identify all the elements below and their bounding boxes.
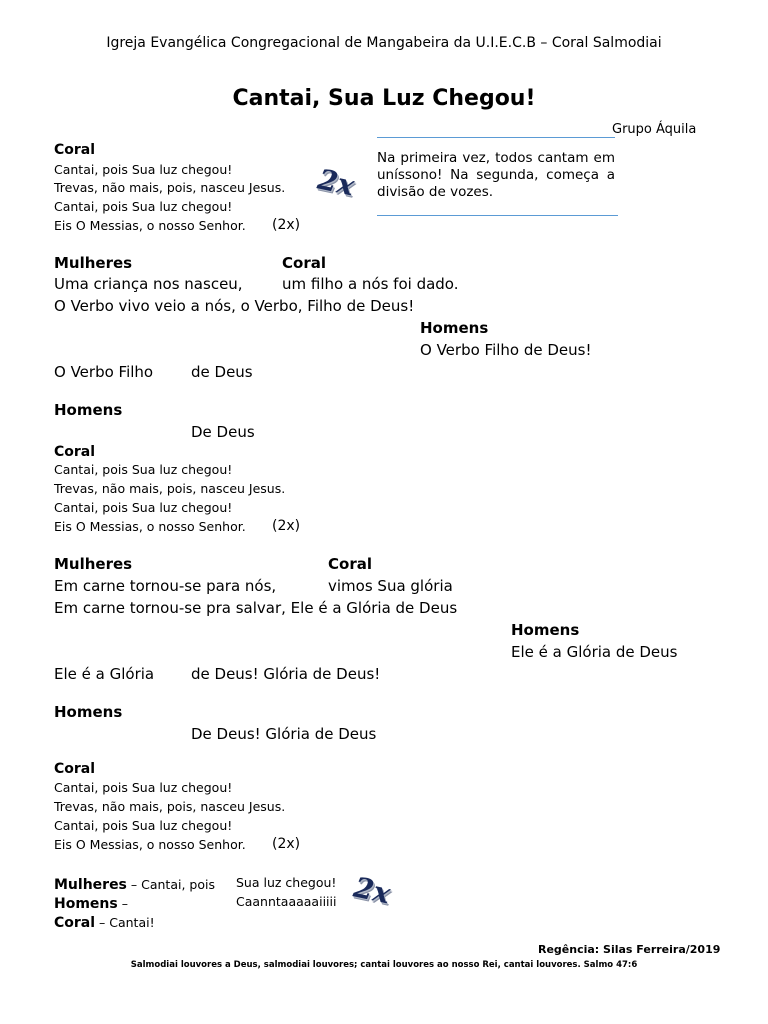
lyric-line: Ele é a Glória [54, 665, 155, 683]
homens-label: Homens [420, 319, 489, 337]
mulheres-label: Mulheres [54, 877, 127, 893]
ending-text: – Cantai! [95, 915, 155, 930]
note-bottom-rule [377, 215, 618, 216]
lyric-line: De Deus! Glória de Deus [191, 725, 377, 743]
chorus-label: Coral [54, 142, 96, 158]
chorus-line: Trevas, não mais, pois, nasceu Jesus. [54, 481, 286, 496]
repeat-marker: (2x) [272, 518, 301, 534]
chorus-line: Cantai, pois Sua luz chegou! [54, 500, 233, 515]
homens-label: Homens [54, 703, 123, 721]
chorus-line: Cantai, pois Sua luz chegou! [54, 199, 233, 214]
ending-coral [54, 912, 155, 931]
lyric-line: Em carne tornou-se pra salvar, Ele é a Glória de Deus [54, 599, 458, 617]
coral-label: Coral [328, 555, 372, 573]
chorus-line: Cantai, pois Sua luz chegou! [54, 818, 233, 833]
homens-label: Homens [54, 896, 118, 912]
ending-text: Sua luz chegou! [236, 875, 337, 890]
footer-verse: Salmodiai louvores a Deus, salmodiai louvores; cantai louvores ao nosso Rei, cantai louvores. Salmo 47:6 [130, 960, 638, 970]
ending-text: – [117, 896, 128, 911]
lyric-line: Ele é a Glória de Deus [511, 643, 678, 661]
repeat-badge: 2x [314, 162, 358, 203]
lyric-line: vimos Sua glória [328, 577, 453, 595]
lyric-line: O Verbo Filho de Deus! [420, 341, 592, 359]
repeat-badge-wrap [314, 162, 358, 203]
chorus-line: Cantai, pois Sua luz chegou! [54, 162, 233, 177]
ending-text: – Cantai, pois [126, 877, 215, 892]
repeat-badge-wrap [350, 870, 394, 911]
lyric-line: de Deus! Glória de Deus! [191, 665, 381, 683]
mulheres-label: Mulheres [54, 555, 133, 573]
chorus-line: Cantai, pois Sua luz chegou! [54, 462, 233, 477]
song-author: Grupo Áquila [612, 122, 697, 137]
lyric-line: Em carne tornou-se para nós, [54, 577, 277, 595]
lyric-line: Uma criança nos nasceu, [54, 275, 243, 293]
ending-text: Caanntaaaaaiiiii [236, 894, 337, 909]
ending-mulheres [54, 874, 215, 893]
church-header: Igreja Evangélica Congregacional de Mangabeira da U.I.E.C.B – Coral Salmodiai [106, 35, 662, 51]
homens-label: Homens [54, 401, 123, 419]
lyric-line: de Deus [191, 363, 253, 381]
coral-label: Coral [54, 915, 96, 931]
ending-homens [54, 893, 128, 912]
chorus-line: Eis O Messias, o nosso Senhor. [54, 837, 246, 852]
lyric-line: um filho a nós foi dado. [282, 275, 459, 293]
lyric-line: O Verbo vivo veio a nós, o Verbo, Filho de Deus! [54, 297, 415, 315]
mulheres-label: Mulheres [54, 254, 133, 272]
homens-label: Homens [511, 621, 580, 639]
coral-label: Coral [282, 254, 326, 272]
chorus-line: Eis O Messias, o nosso Senhor. [54, 519, 246, 534]
performance-note: Na primeira vez, todos cantam em uníssono! Na segunda, começa a divisão de vozes. [377, 150, 615, 200]
chorus-line: Trevas, não mais, pois, nasceu Jesus. [54, 180, 286, 195]
chorus-line: Trevas, não mais, pois, nasceu Jesus. [54, 799, 286, 814]
repeat-marker: (2x) [272, 836, 301, 852]
lyric-line: O Verbo Filho [54, 363, 154, 381]
regencia: Regência: Silas Ferreira/2019 [538, 943, 721, 956]
lyric-line: De Deus [191, 423, 255, 441]
note-top-rule [377, 137, 615, 138]
chorus-line: Eis O Messias, o nosso Senhor. [54, 218, 246, 233]
chorus-label: Coral [54, 444, 96, 460]
repeat-badge: 2x [350, 870, 394, 911]
repeat-marker: (2x) [272, 217, 301, 233]
song-title: Cantai, Sua Luz Chegou! [232, 86, 536, 111]
chorus-line: Cantai, pois Sua luz chegou! [54, 780, 233, 795]
chorus-label: Coral [54, 761, 96, 777]
